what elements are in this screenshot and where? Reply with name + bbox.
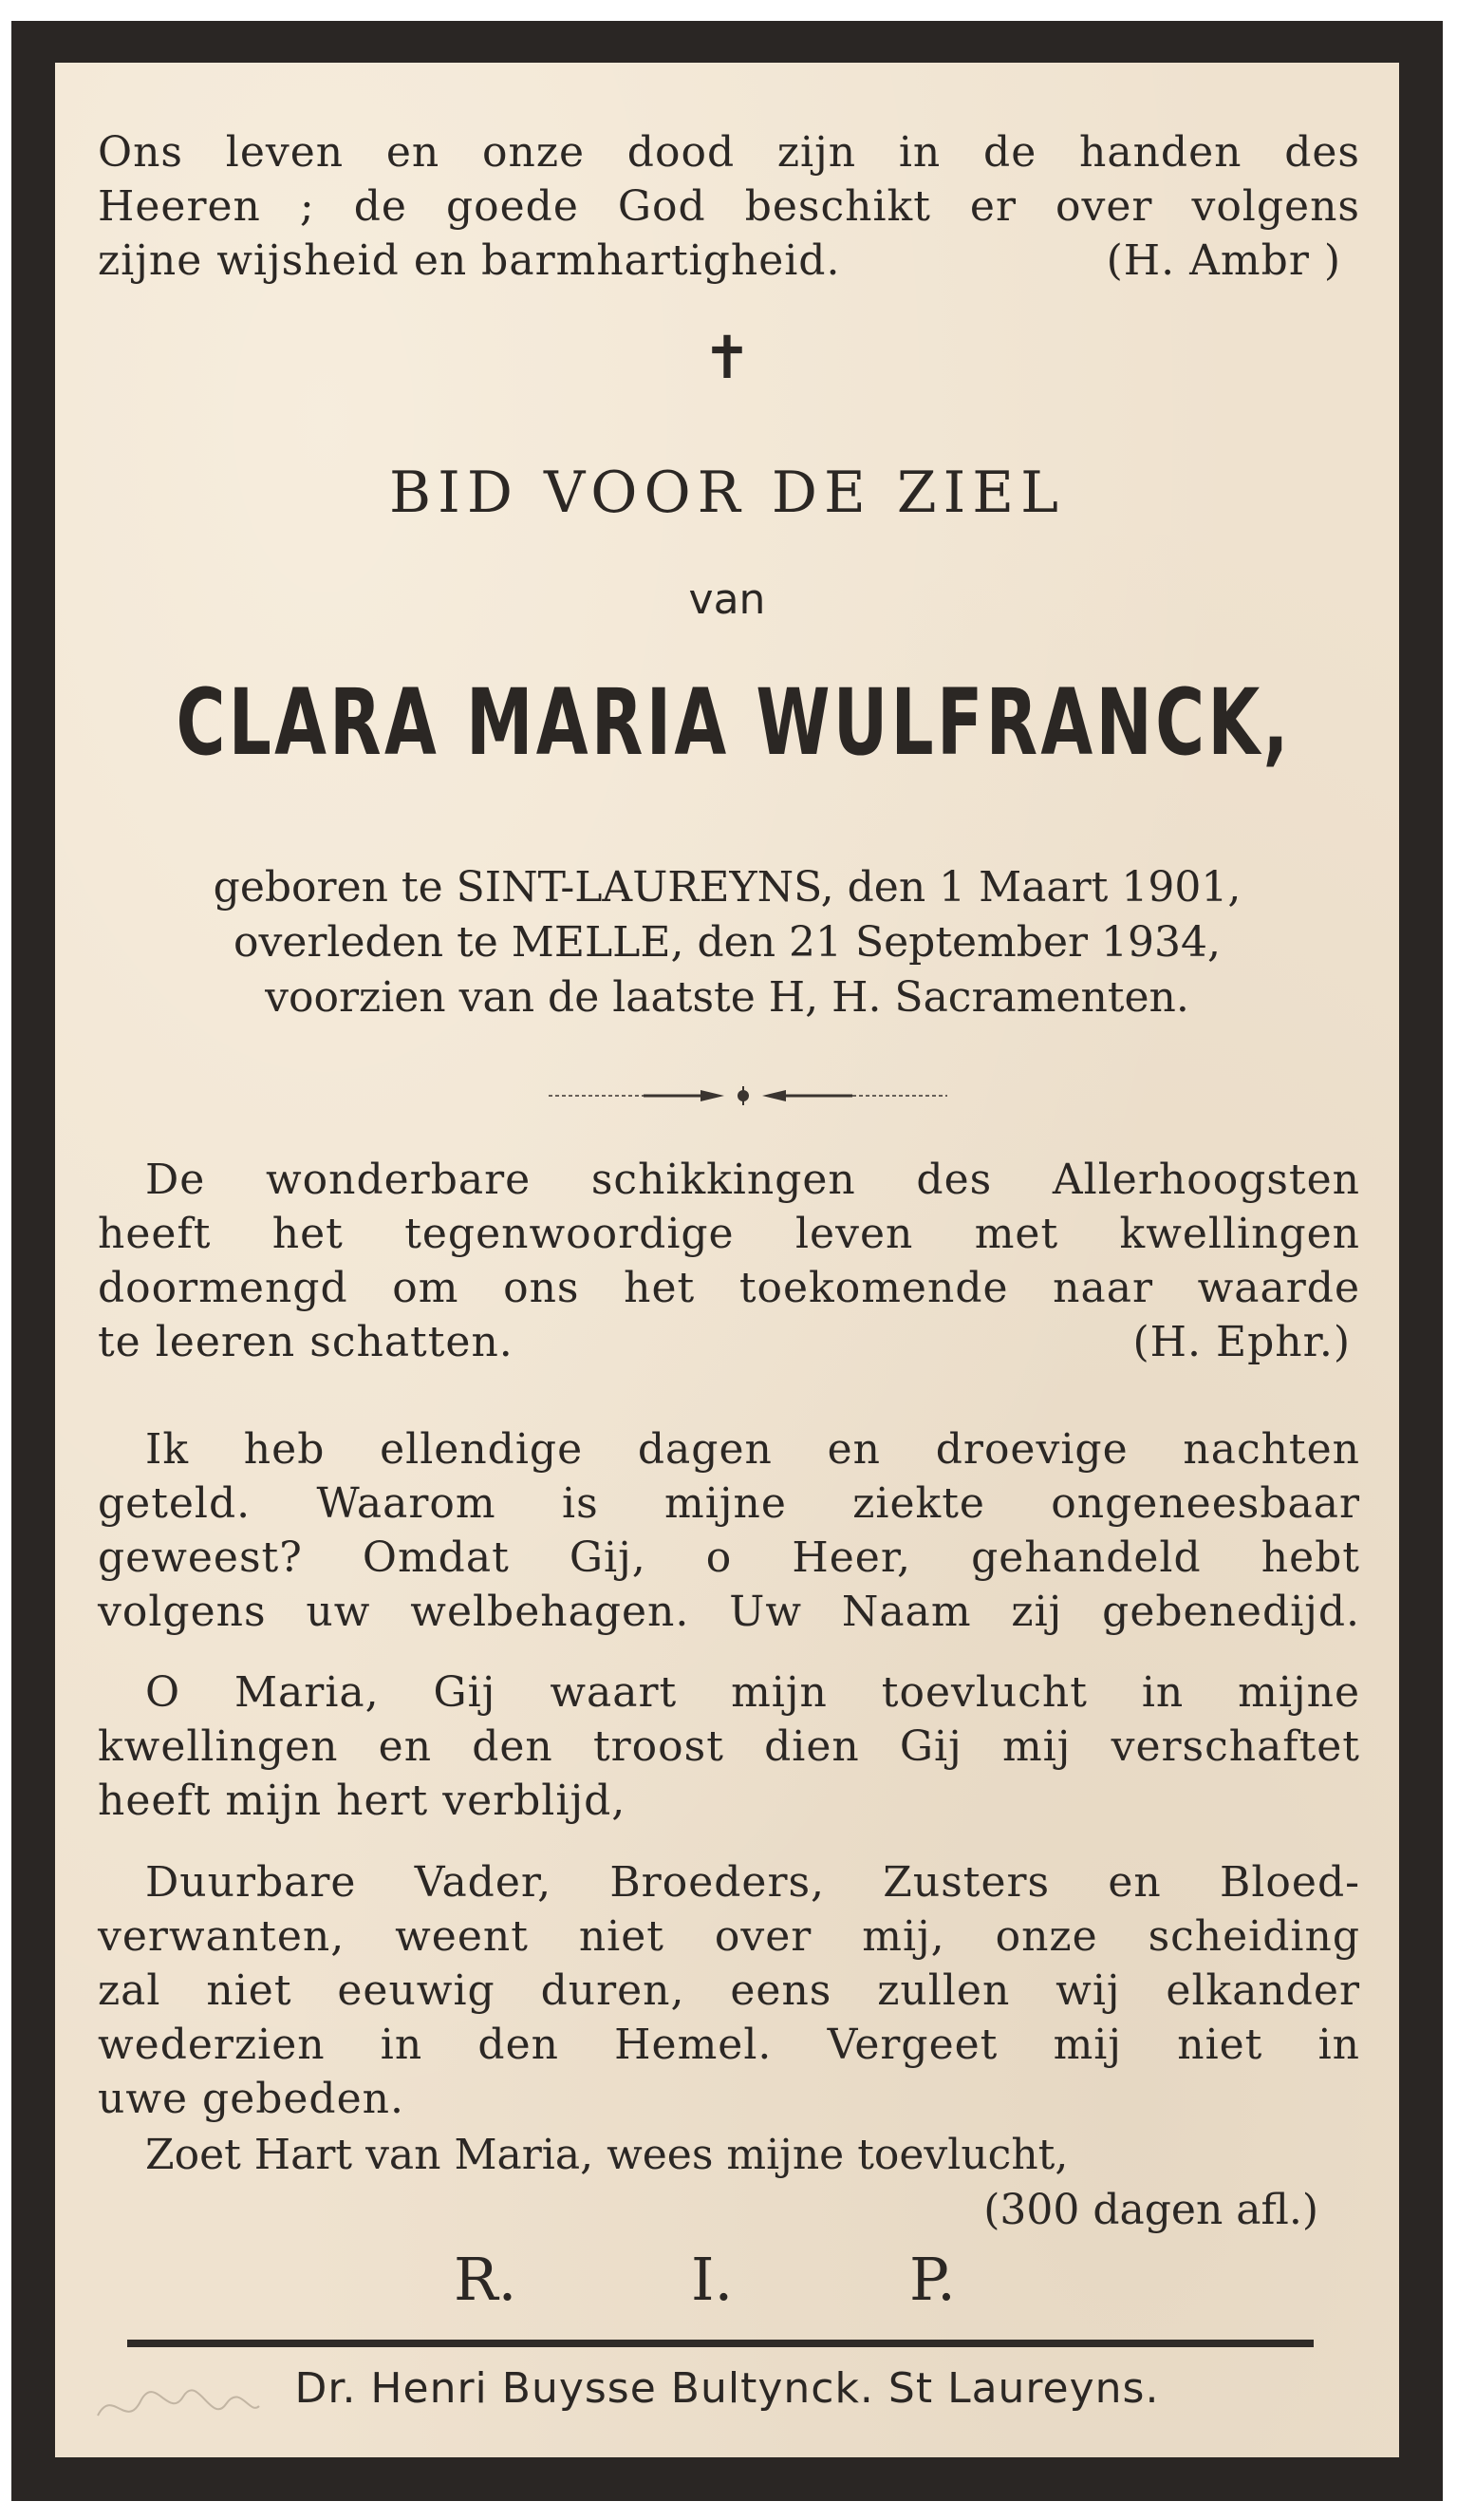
paragraph-line: doormengd om ons het toekomende naar waarde — [98, 1264, 1360, 1312]
prayer-intro-line: Ons leven en onze dood zijn in de handen des — [98, 128, 1360, 177]
deceased-name: CLARA MARIA WULFRANCK, — [176, 669, 1292, 776]
card-paper — [55, 63, 1399, 2457]
death-line: overleden te MELLE, den 21 September 1934, — [233, 918, 1221, 967]
printer-imprint: Dr. Henri Buysse Bultynck. St Laureyns. — [294, 2364, 1160, 2413]
prayer-intro — [98, 125, 1360, 288]
paragraph-4 — [98, 1855, 1360, 2126]
paragraph-line: volgens uw welbehagen. Uw Naam zij gebenedijd. — [98, 1588, 1360, 1636]
paragraph-line: wederzien in den Hemel. Vergeet mij niet in — [98, 2021, 1360, 2069]
heading: BID VOOR DE ZIEL — [389, 460, 1065, 526]
paragraph-line: uwe gebeden. — [98, 2075, 404, 2123]
prayer-intro-line: Heeren ; de goede God beschikt er over volgens — [98, 182, 1360, 231]
prayer-intro-line — [98, 234, 1360, 288]
paragraph-line: Ik heb ellendige dagen en droevige nachten — [145, 1425, 1360, 1474]
van-label: van — [688, 575, 766, 624]
paragraph-line: heeft het tegenwoordige leven met kwellingen — [98, 1210, 1360, 1258]
paragraph-text: te leeren schatten. — [98, 1318, 514, 1366]
paragraph-line — [98, 1315, 1360, 1369]
paragraph-line: Duurbare Vader, Broeders, Zusters en Bloed- — [145, 1858, 1360, 1907]
bottom-rule — [127, 2340, 1314, 2347]
sacraments-line: voorzien van de laatste H, H. Sacramenten. — [265, 973, 1189, 1022]
paragraph-1 — [98, 1153, 1360, 1369]
paragraph-attribution: (H. Ephr.) — [1132, 1318, 1351, 1366]
prayer-intro-attribution: (H. Ambr ) — [1106, 236, 1341, 285]
paragraph-line: De wonderbare schikkingen des Allerhoogsten — [145, 1156, 1360, 1204]
life-facts — [55, 860, 1399, 1025]
paragraph-line: geweest? Omdat Gij, o Heer, gehandeld hebt — [98, 1533, 1360, 1582]
paragraph-line: O Maria, Gij waart mijn toevlucht in mijne — [145, 1668, 1360, 1717]
rip-r: R. — [454, 2245, 517, 2314]
paragraph-line: verwanten, weent niet over mij, onze scheiding — [98, 1912, 1360, 1961]
paragraph-line: geteld. Waarom is mijne ziekte ongeneesbaar — [98, 1479, 1360, 1528]
paragraph-line: heeft mijn hert verblijd, — [98, 1777, 626, 1825]
rip-i: I. — [691, 2245, 734, 2314]
paragraph-3 — [98, 1665, 1360, 1828]
indulgence: (300 dagen afl.) — [983, 2186, 1318, 2234]
rip-p: P. — [909, 2245, 956, 2314]
paragraph-2 — [98, 1422, 1360, 1639]
paragraph-line: kwellingen en den troost dien Gij mij verschaftet — [98, 1722, 1360, 1771]
mourning-card — [11, 21, 1443, 2501]
prayer-intro-text: zijne wijsheid en barmhartigheid. — [98, 236, 841, 285]
ornament-divider — [549, 1086, 947, 1105]
cross-icon: ✝ — [702, 323, 752, 392]
birth-line: geboren te SINT-LAUREYNS, den 1 Maart 1901, — [213, 863, 1242, 912]
invocation: Zoet Hart van Maria, wees mijne toevlucht, — [145, 2131, 1069, 2179]
paragraph-line: zal niet eeuwig duren, eens zullen wij elkander — [98, 1966, 1360, 2015]
